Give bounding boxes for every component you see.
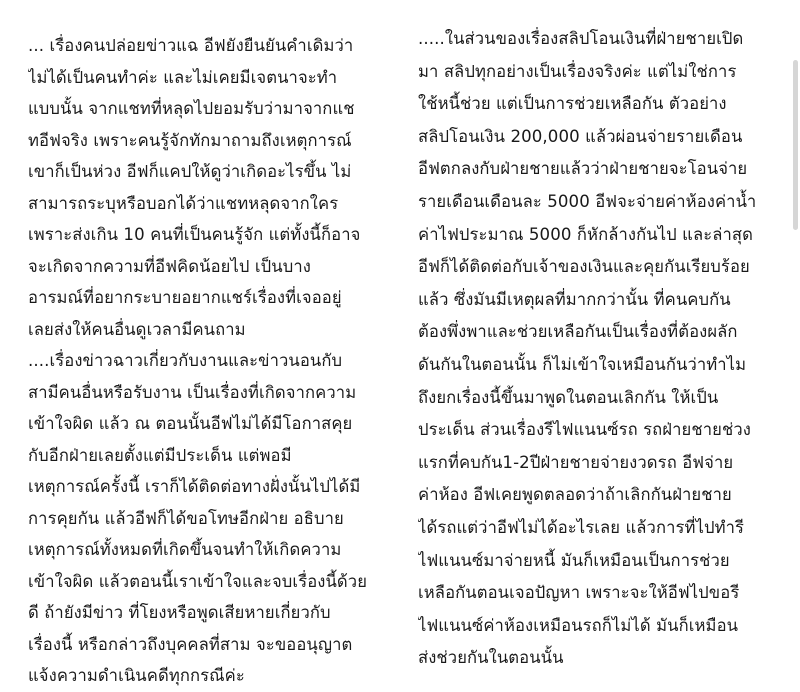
text-line: เหตุการณ์ทั้งหมดที่เกิดขึ้นจนทำให้เกิดความ — [28, 540, 342, 559]
text-line: แจ้งความดำเนินคดีทุกกรณีค่ะ — [28, 666, 245, 685]
text-line: สามีคนอื่นหรือรับงาน เป็นเรื่องที่เกิดจากความ — [28, 382, 357, 402]
text-line: ... เรื่องคนปล่อยข่าวแฉ อีฟยังยืนยันคำเดิมว่า — [28, 36, 354, 55]
text-line: เลยส่งให้คนอื่นดูเวลามีคนถาม — [28, 319, 246, 339]
text-line: เหตุการณ์ครั้งนี้ เราก็ได้ติดต่อทางฝั่งนั้นไปได้มี — [28, 477, 361, 496]
text-line: ต้องพึ่งพาและช่วยเหลือกันเป็นเรื่องที่ต้องผลัก — [418, 322, 738, 342]
text-line: ไฟแนนซ์ค่าห้องเหมือนรถก็ไม่ได้ มันก็เหมือน — [418, 615, 739, 635]
text-line: รายเดือนเดือนละ 5000 อีฟจะจ่ายค่าห้องค่าน้ำ — [418, 191, 757, 211]
text-line: .....ในส่วนของเรื่องสลิปโอนเงินที่ฝ่ายชายเปิด — [418, 29, 744, 48]
text-line: ถึงยกเรื่องนี้ขึ้นมาพูดในตอนเลิกกัน ให้เป็น — [418, 387, 719, 407]
left-text-column — [28, 30, 400, 692]
text-line: ทอีฟจริง เพราะคนรู้จักทักมาถามถึงเหตุการณ์ — [28, 130, 352, 150]
vertical-scrollbar[interactable] — [793, 60, 798, 230]
text-line: ดันกันในตอนนั้น ก็ไม่เข้าใจเหมือนกันว่าทำไม — [418, 354, 747, 374]
text-line: กับอีกฝ่ายเลยตั้งแต่มีประเด็น แต่พอมี — [28, 445, 292, 465]
text-line: เข้าใจผิด แล้วตอนนี้เราเข้าใจและจบเรื่องนี้ด้วย — [28, 571, 368, 591]
text-line: สลิปโอนเงิน 200,000 แล้วผ่อนจ่ายรายเดือน — [418, 126, 743, 146]
text-line: ส่งช่วยกันในตอนนั้น — [418, 648, 564, 668]
text-line: ดี ถ้ายังมีข่าว ที่โยงหรือพูดเสียหายเกี่ยวกับ — [28, 603, 331, 622]
text-line: ประเด็น ส่วนเรื่องรีไฟแนนซ์รถ รถฝ่ายชายช่วง — [418, 420, 751, 440]
text-line: อีฟตกลงกับฝ่ายชายแล้วว่าฝ่ายชายจะโอนจ่าย — [418, 159, 748, 179]
text-line: ใช้หนี้ช่วย แต่เป็นการช่วยเหลือกัน ตัวอย่าง — [418, 94, 727, 114]
text-line: แบบนั้น จากแชทที่หลุดไปยอมรับว่ามาจากแช — [28, 99, 355, 118]
text-line: เข้าใจผิด แล้ว ณ ตอนนั้นอีฟไม่ได้มีโอกาสคุย — [28, 414, 353, 433]
text-line: จะเกิดจากความที่อีฟคิดน้อยไป เป็นบาง — [28, 256, 312, 276]
text-line: อารมณ์ที่อยากระบายอยากแชร์เรื่องที่เจออยู่ — [28, 288, 342, 307]
text-line: แล้ว ซึ่งมันมีเหตุผลที่มากกว่านั้น ที่คนคบกัน — [418, 289, 731, 309]
text-line: เพราะส่งเกิน 10 คนที่เป็นคนรู้จัก แต่ทั้งนี้ก็อาจ — [28, 225, 361, 244]
text-line: มา สลิปทุกอย่างเป็นเรื่องจริงค่ะ แต่ไม่ใช่การ — [418, 61, 737, 81]
right-text-column — [418, 23, 783, 675]
text-line: เขาก็เป็นห่วง อีฟก็แคปให้ดูว่าเกิดอะไรขึ้น ไม่ — [28, 162, 352, 181]
text-line: ไฟแนนซ์มาจ่ายหนี้ มันก็เหมือนเป็นการช่วย — [418, 550, 730, 570]
text-line: เรื่องนี้ หรือกล่าวถึงบุคคลที่สาม จะขออนุญาต — [28, 634, 353, 654]
text-line: ....เรื่องข่าวฉาวเกี่ยวกับงานและข่าวนอนกับ — [28, 351, 343, 370]
text-line: ไม่ได้เป็นคนทำค่ะ และไม่เคยมีเจตนาจะทำ — [28, 67, 338, 87]
text-line: อีฟก็ได้ติดต่อกับเจ้าของเงินและคุยกันเรียบร้อย — [418, 257, 750, 277]
text-line: ค่าห้อง อีฟเคยพูดตลอดว่าถ้าเลิกกันฝ่ายชาย — [418, 485, 732, 505]
text-line: สามารถระบุหรือบอกได้ว่าแชทหลุดจากใคร — [28, 193, 339, 213]
text-line: แรกที่คบกัน1-2ปีฝ่ายชายจ่ายงวดรถ อีฟจ่าย — [418, 452, 734, 472]
text-line: ได้รถแต่ว่าอีฟไม่ได้อะไรเลย แล้วการที่ไปทำรี — [418, 517, 745, 537]
text-line: เหลือกันตอนเจอปัญหา เพราะจะให้อีฟไปขอรี — [418, 583, 740, 603]
text-line: ค่าไฟประมาณ 5000 ก็หักล้างกันไป และล่าสุด — [418, 224, 754, 244]
text-line: การคุยกัน แล้วอีฟก็ได้ขอโทษอีกฝ่าย อธิบาย — [28, 508, 344, 528]
